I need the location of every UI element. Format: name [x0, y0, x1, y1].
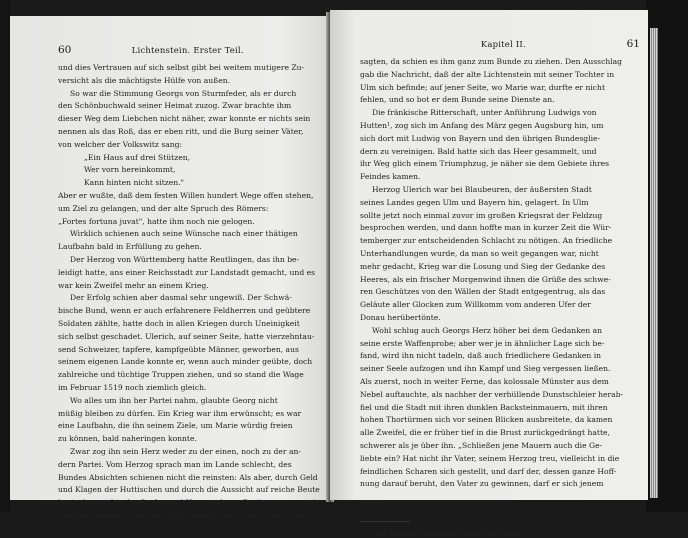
text-line: Unterhandlungen wurde, da man so weit gegangen war, nicht	[360, 248, 599, 258]
text-line: zahlreiche und tüchtige Truppen ziehen, und so stand die Wage	[58, 370, 304, 380]
text-line: Bundes Absichten schienen nicht die reinsten: Als aber, durch Geld	[58, 472, 318, 482]
text-line: dern Partei. Vom Herzog sprach man im Lande schlecht, des	[58, 459, 292, 469]
text-line: seinem eigenen Lande konnte er, wenn auch minder geübte, doch	[58, 357, 313, 367]
left-page-text	[58, 62, 321, 523]
text-line: „Fortes fortuna juvat", hatte ihm noch nie gelogen.	[58, 216, 255, 226]
text-line: seiner Seele aufzogen und ihn Kampf und Sieg vergessen ließen.	[360, 364, 611, 374]
background-left	[0, 0, 10, 512]
text-line: Wirklich schienen auch seine Wünsche nach einer thätigen	[70, 229, 298, 239]
text-line: sagten, da schien es ihm ganz zum Bunde zu ziehen. Den Ausschlag	[360, 57, 623, 66]
text-line: Feindes kamen.	[360, 172, 421, 182]
left-page	[10, 16, 330, 520]
text-line: fiel und die Stadt mit ihren dunklen Backsteinmauern, mit ihren	[360, 402, 608, 412]
text-line: „Ein Haus auf drei Stützen,	[84, 152, 191, 162]
text-line: liebte ein? Hat nicht ihr Vater, seinem Herzog treu, vielleicht in die	[360, 453, 620, 463]
text-line: send Schweizer, tapfere, kampfgeübte Männer, geworben, aus	[58, 344, 299, 354]
text-line: Der Herzog von Württemberg hatte Reutlingen, das ihn be-	[70, 254, 300, 264]
text-line: Soldaten zählte, hatte doch in allen Kriegen durch Uneinigkeit	[58, 318, 300, 328]
text-line: Nebel auftauchte, als nachher der verhüllende Dunstschleier herab-	[360, 389, 624, 399]
text-line: seines Landes gegen Ulm und Bayern hin, gelagert. In Ulm	[360, 197, 589, 207]
right-page-text	[360, 56, 640, 491]
text-line: Der Erfolg schien aber dasmal sehr ungewiß. Der Schwä-	[70, 293, 292, 303]
text-line: besprochen werden, und dann hoffte man in kurzer Zeit die Wür-	[360, 223, 612, 233]
text-line: im Februar 1519 noch ziemlich gleich.	[58, 382, 207, 392]
text-line: dern zu vereinigen. Bald hatte sich das Heer gesammelt, und	[360, 146, 597, 156]
text-line: war kein Zweifel mehr an einem Krieg.	[58, 280, 209, 290]
text-line: temberger zur entscheidenden Schlacht zu nötigen. An friedliche	[360, 236, 613, 246]
footnote-rule	[360, 521, 410, 522]
text-line: Kann hinten nicht sitzen."	[84, 178, 185, 188]
text-line: leidigt hatte, ans einer Reichsstadt zur Landstadt gemacht, und es	[58, 267, 315, 277]
text-line: Wer vorn hereinkommt,	[84, 165, 176, 175]
text-line: hohen Thortürmen sich vor seinen Blicken ausbreitete, da kamen	[360, 415, 613, 425]
text-line: Wohl schlug auch Georgs Herz höher bei dem Gedanken an	[372, 325, 603, 335]
text-line: sich dort mit Ludwig von Bayern und den übrigen Bundesglie-	[360, 133, 601, 143]
text-line: feindlichen Scharen sich gestellt, und darf der, dessen ganze Hoff-	[360, 466, 617, 476]
right-running-head: Kapitel II.	[480, 40, 526, 50]
text-line: versicht als die mächtigste Hülfe von außen.	[58, 75, 230, 85]
text-line: müßig bleiben zu dürfen. Ein Krieg war ihm erwünscht; es war	[58, 408, 302, 418]
right-page-header	[360, 38, 640, 52]
text-line: den Schönbuchwald seiner Heimat zuzog. Zwar brachte ihm	[58, 101, 292, 111]
text-line: Als zuerst, noch in weiter Ferne, das kolossale Münster aus dem	[360, 376, 609, 386]
text-line: Die fränkische Ritterschaft, unter Anführung Ludwigs von	[372, 108, 597, 118]
page-edges	[650, 28, 658, 498]
text-line: Heeres, als ein frischer Morgenwind ihnen die Grüße des schwe-	[360, 274, 611, 284]
text-line: Geläute aller Glocken zum Willkomm vom anderen Ufer der	[360, 300, 591, 310]
text-line: Gütchen grenzten, auf einmal(12) dem Herzog ihre Dienste auf-	[58, 510, 305, 520]
left-page-header	[58, 44, 316, 58]
text-line: gab die Nachricht, daß der alte Lichtenstein mit seiner Tochter in	[360, 69, 615, 79]
text-line: seine erste Waffenprobe; aber wer je in ähnlicher Lage sich be-	[360, 338, 605, 348]
text-line: nennen als das Roß, das er eben ritt, und die Burg seiner Väter,	[58, 126, 304, 136]
footnote: ¹ Der Vater des ermordeten Hans von Hutten.	[370, 530, 524, 538]
text-line: Laufbahn bald in Erfüllung zu gehen.	[58, 242, 202, 252]
text-line: zu können, bald naheringen konnte.	[58, 434, 197, 444]
text-line: Wo alles um ihn her Partei nahm, glaubte Georg nicht	[70, 395, 278, 405]
text-line: dieser Weg dem Liebchen nicht näher, zwar konnte er nichts sein	[58, 114, 311, 124]
text-line: um Ziel zu gelangen, und der alte Spruch des Römers:	[58, 203, 269, 213]
right-page	[330, 10, 648, 538]
left-running-head: Lichtenstein. Erster Teil.	[131, 46, 244, 56]
text-line: So war die Stimmung Georgs von Sturmfeder, als er durch	[70, 88, 297, 98]
text-line: von welcher der Volkswitz sang:	[58, 139, 183, 149]
text-line: sollte jetzt noch einmal zuvor im großen Kriegsrat der Feldzug	[360, 210, 603, 220]
text-line: sich selbst geschadet. Ulerich, auf seiner Seite, hatte vierzehntau-	[58, 331, 315, 341]
text-line: alle Zweifel, die er früher tief in die Brust zurückgedrängt hatte,	[360, 428, 610, 438]
text-line: schwerer als je über ihn. „Schließen jene Mauern auch die Ge-	[360, 440, 603, 450]
text-line: Herzog Ulerich war bei Blaubeuren, der äußersten Stadt	[372, 184, 592, 194]
right-page-number: 61	[626, 38, 640, 50]
text-line: und Klagen der Huttischen und durch die Aussicht auf reiche Beute	[58, 485, 320, 495]
text-line: ihr Weg glich einem Triumphzug, je näher sie dem Gebiete ihres	[360, 159, 610, 169]
text-line: und dies Vertrauen auf sich selbst gibt bei weitem mutigere Zu-	[58, 63, 305, 72]
text-line: Ulm sich befinde; auf jener Seite, wo Marie war, durfte er nicht	[360, 82, 605, 92]
text-line: nung darauf beruht, den Vater zu gewinnen, darf er sich jenem	[360, 479, 604, 489]
text-line: mehr gedacht, Krieg war die Losung und Sieg der Gedanke des	[360, 261, 606, 271]
text-line: Aber er wußte, daß dem festen Willen hundert Wege offen stehen,	[58, 190, 314, 200]
text-line: eine Laufbahn, die ihn seinem Ziele, um Marie würdig freien	[58, 421, 293, 431]
text-line: bestochen, achtzehn Grafen und Herren, deren Besitzungen an sein	[58, 498, 321, 508]
text-line: Zwar zog ihn sein Herz weder zu der einen, noch zu der an-	[70, 446, 301, 456]
text-line: bische Bund, wenn er auch erfahrenere Feldherren und geübtere	[58, 306, 311, 316]
text-line: fand, wird ihn nicht tadeln, daß auch friedlichere Gedanken in	[360, 351, 602, 361]
text-line: Donau herübertönte.	[360, 312, 441, 322]
text-line: ren Geschützes von den Wällen der Stadt entgegentrug, als das	[360, 287, 606, 297]
text-line: fehlen, und so bot er dem Bunde seine Dienste an.	[360, 95, 555, 105]
text-line: Hutten¹, zog sich im Anfang des März gegen Augsburg hin, um	[360, 120, 604, 130]
left-page-number: 60	[58, 44, 72, 56]
